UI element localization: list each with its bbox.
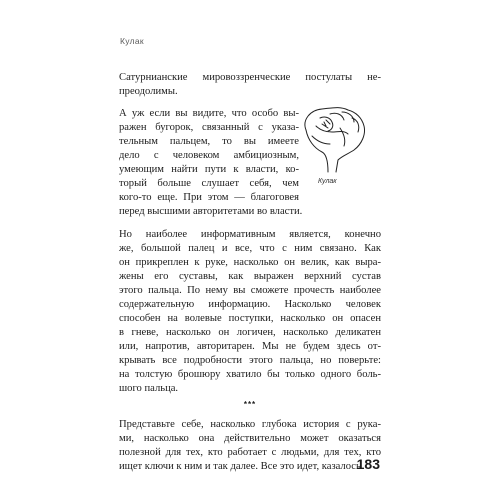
text-line: перед высшими авторитетами во власти. [119,206,303,217]
text-line: А уж если вы видите, что особо вы- [119,108,299,119]
text-line: крывать все подробности этого пальца, но поверьте: [119,355,381,366]
text-line: шого пальца. [119,383,179,394]
running-head: Кулак [120,36,144,46]
text-line: дело с человеком амбициозным, [119,150,299,161]
text-line: он прикреплен к руке, насколько он велик, как выра- [119,257,381,268]
text-line: тельным пальцем, то вы имеете [119,136,299,147]
text-line: же, большой палец и все, что с ним связано. Как [119,243,381,254]
text-line: Сатурнианские мировоззренческие постулаты не- [119,72,381,83]
page-number: 183 [356,456,380,472]
text-line: умеющим найти пути к власти, ко- [119,164,299,175]
section-separator: *** [243,400,257,409]
text-line: содержательную информацию. Насколько человек [119,299,381,310]
text-line: жены его суставы, как выражен верхний сустав [119,271,381,282]
text-line: полезной для тех, кто работает с людьми, для тех, кто [119,447,381,458]
text-line: Но наиболее информативным является, конечно [119,229,381,240]
text-line: этого пальца. По нему вы сможете прочесть наиболее [119,285,381,296]
text-line: ищет ключи к ним и так далее. Все это идет, казалось [119,461,361,472]
text-line: Представьте себе, насколько глубока история с рука- [119,419,381,430]
text-line: на толстую брошюру хватило бы только одного боль- [119,369,381,380]
figure-caption: Кулак [318,178,337,185]
text-line: преодолимы. [119,86,178,97]
text-line: кого-то еще. При этом — благоговея [119,192,299,203]
text-line: торый больше слушает себя, чем [119,178,299,189]
text-line: ражен бугорок, связанный с указа- [119,122,299,133]
text-line: или, напротив, авторитарен. Мы не будем здесь от- [119,341,381,352]
text-line: в гневе, насколько он логичен, насколько деликатен [119,327,381,338]
fist-sketch-icon [292,100,380,180]
text-line: ми, насколько она действительно может оказаться [119,433,381,444]
text-line: способен на волевые поступки, насколько он опасен [119,313,381,324]
